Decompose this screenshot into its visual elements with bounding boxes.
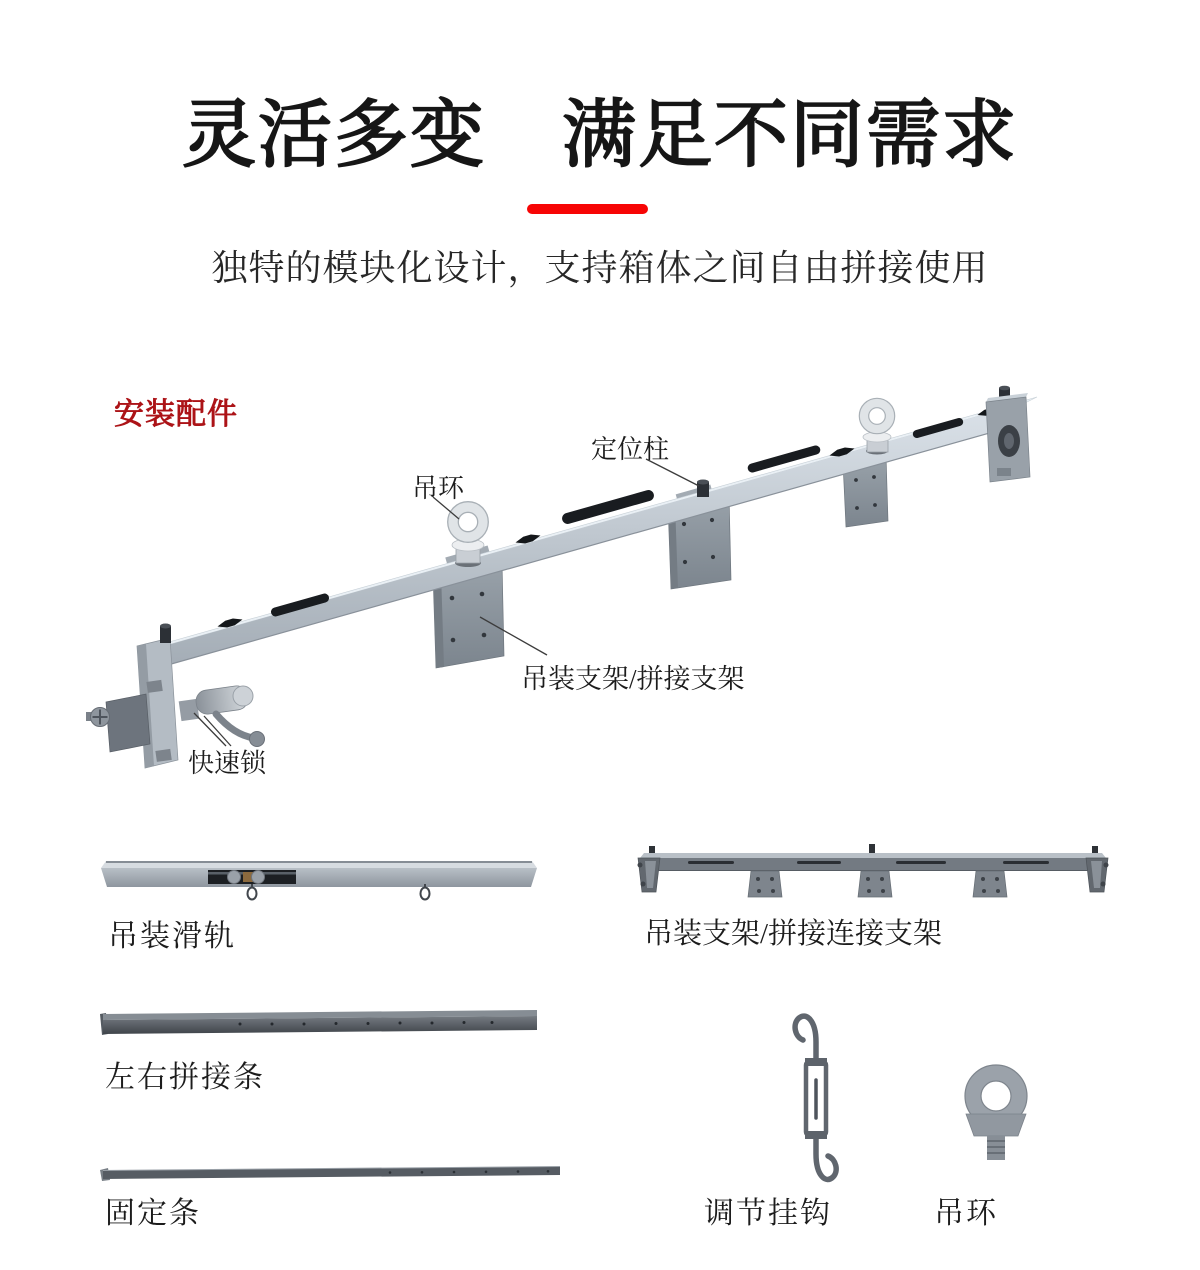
section-label-install-accessories: 安装配件 xyxy=(114,398,238,431)
title-underline xyxy=(527,204,648,214)
callout-positioning-column: 定位柱 xyxy=(591,435,670,464)
label-left-right-splice-strip: 左右拼接条 xyxy=(105,1061,265,1094)
label-hanging-splice-connect-bracket: 吊装支架/拼接连接支架 xyxy=(644,918,943,950)
lifting-ring-image xyxy=(965,1065,1027,1160)
assembly-diagram xyxy=(86,386,1037,768)
label-lifting-ring: 吊环 xyxy=(934,1197,998,1230)
callout-hanging-splicing-bracket: 吊装支架/拼接支架 xyxy=(521,664,745,694)
beam-right-end xyxy=(986,393,1030,482)
label-hanging-slide-rail: 吊装滑轨 xyxy=(108,920,236,953)
callout-quick-lock: 快速锁 xyxy=(188,749,267,778)
callout-lifting-ring: 吊环 xyxy=(412,474,465,503)
hanging-slide-rail-image xyxy=(101,861,537,900)
page-title: 灵活多变 满足不同需求 xyxy=(182,93,1018,176)
left-right-splice-strip-image xyxy=(100,1010,537,1035)
hanging-splice-connect-bracket-image xyxy=(638,844,1109,897)
fixing-strip-image xyxy=(100,1166,560,1181)
label-adjustable-hook: 调节挂钩 xyxy=(704,1197,832,1230)
adjustable-hook-image xyxy=(795,1016,836,1179)
page-subtitle: 独特的模块化设计，支持箱体之间自由拼接使用 xyxy=(211,247,989,288)
label-fixing-strip: 固定条 xyxy=(105,1197,201,1230)
